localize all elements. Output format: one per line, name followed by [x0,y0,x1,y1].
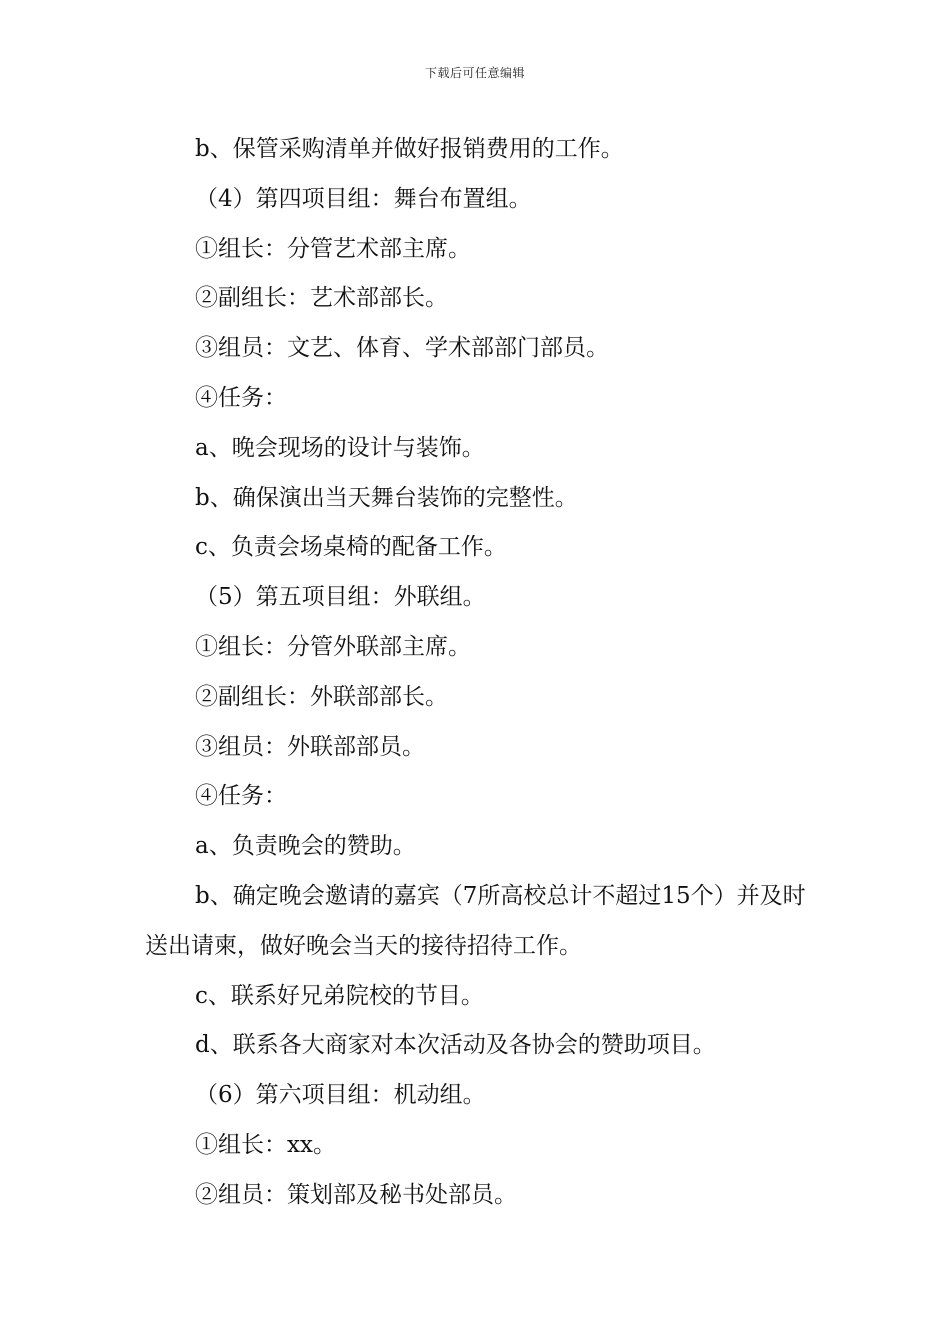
document-body [145,125,810,1221]
paragraph: b、保管采购清单并做好报销费用的工作。 [195,136,624,162]
paragraph: ②副组长：艺术部部长。 [195,285,448,312]
paragraph: d、联系各大商家对本次活动及各协会的赞助项目。 [195,1032,716,1059]
paragraph: ④任务： [195,384,287,411]
paragraph: c、联系好兄弟院校的节目。 [195,982,484,1009]
paragraph: ④任务： [195,783,287,810]
paragraph: ①组长：分管艺术部主席。 [195,235,471,262]
paragraph: ③组员：文艺、体育、学术部部门部员。 [195,335,609,362]
paragraph: ③组员：外联部部员。 [195,733,425,760]
paragraph: ①组长：分管外联部主席。 [195,633,471,660]
paragraph: （6）第六项目组：机动组。 [195,1082,486,1109]
paragraph: b、确定晚会邀请的嘉宾（7所高校总计不超过15个）并及时送出请柬，做好晚会当天的接待招待工作。 [145,882,806,959]
paragraph: a、负责晚会的赞助。 [195,833,416,860]
paragraph: c、负责会场桌椅的配备工作。 [195,534,507,561]
paragraph: b、确保演出当天舞台装饰的完整性。 [195,484,578,511]
paragraph: ②组员：策划部及秘书处部员。 [195,1181,517,1208]
paragraph: （5）第五项目组：外联组。 [195,584,486,611]
paragraph: a、晚会现场的设计与装饰。 [195,434,485,461]
paragraph: （4）第四项目组：舞台布置组。 [195,185,532,212]
paragraph: ①组长：xx。 [195,1131,336,1158]
page-header: 下载后可任意编辑 [424,66,525,80]
paragraph: ②副组长：外联部部长。 [195,683,448,710]
